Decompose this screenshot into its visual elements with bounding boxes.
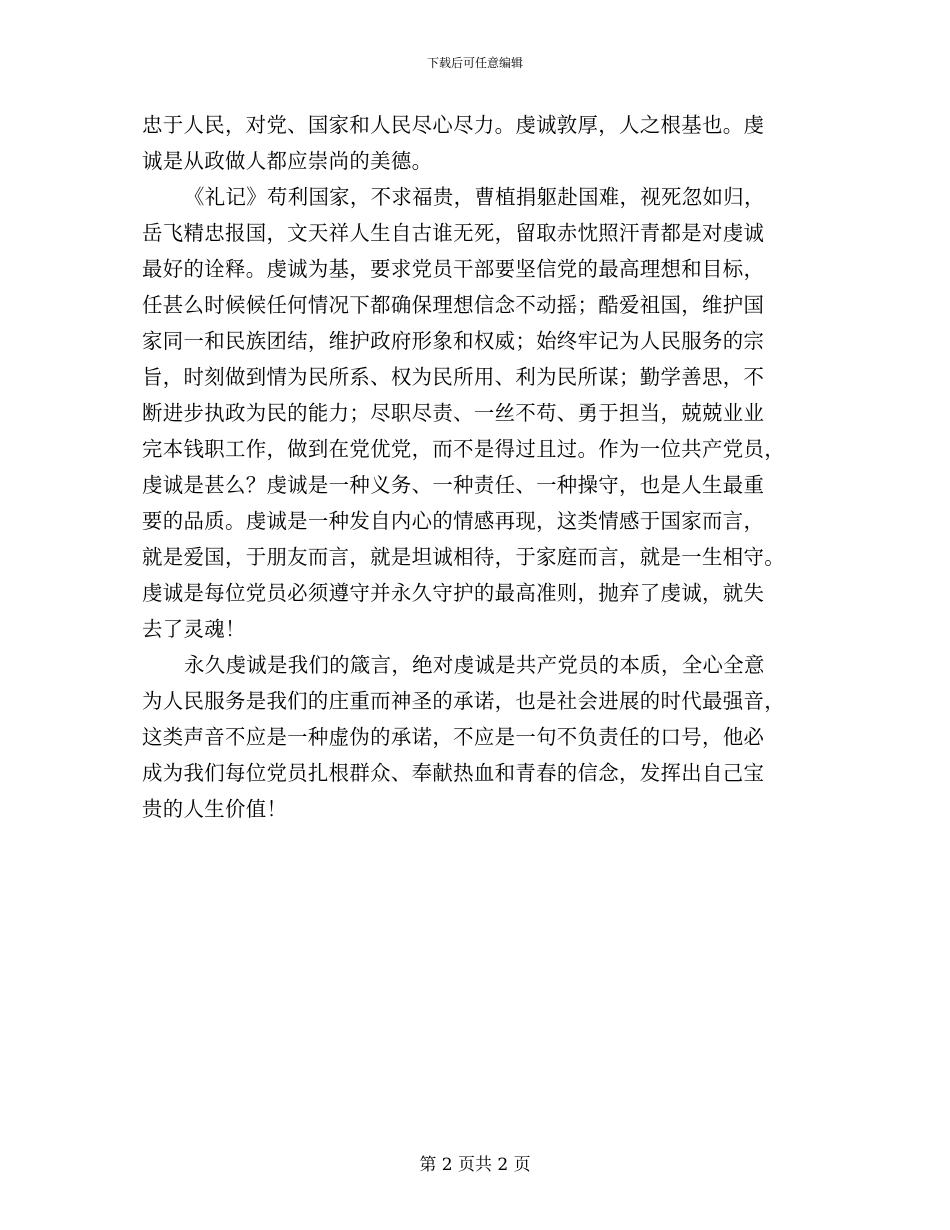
text-line: 《礼记》苟利国家，不求福贵，曹植捐躯赴国难，视死忽如归， (184, 185, 765, 209)
text-line: 忠于人民，对党、国家和人民尽心尽力。虔诚敦厚，人之根基也。虔 (142, 113, 765, 137)
text-line: 就是爱国，于朋友而言，就是坦诚相待，于家庭而言，就是一生相守。 (142, 545, 785, 569)
text-line: 这类声音不应是一种虚伪的承诺，不应是一句不负责任的口号，他必 (142, 725, 765, 749)
paragraph (142, 647, 808, 827)
text-line: 岳飞精忠报国，文天祥人生自古谁无死，留取赤忱照汗青都是对虔诚 (142, 221, 765, 245)
paragraph (142, 107, 808, 179)
text-line: 完本钱职工作，做到在党优党，而不是得过且过。作为一位共产党员， (142, 437, 785, 461)
page-footer: 第 2 页共 2 页 (419, 1155, 531, 1175)
paragraph (142, 179, 808, 647)
text-line: 虔诚是每位党员必须遵守并永久守护的最高准则，抛弃了虔诚，就失 (142, 581, 765, 605)
text-line: 任甚么时候候任何情况下都确保理想信念不动摇；酷爱祖国，维护国 (142, 293, 765, 317)
text-line: 家同一和民族团结，维护政府形象和权威；始终牢记为人民服务的宗 (142, 329, 765, 353)
text-line: 去了灵魂！ (142, 617, 246, 641)
text-line: 旨，时刻做到情为民所系、权为民所用、利为民所谋；勤学善思，不 (142, 365, 765, 389)
text-line: 要的品质。虔诚是一种发自内心的情感再现，这类情感于国家而言， (142, 509, 765, 533)
text-line: 成为我们每位党员扎根群众、奉献热血和青春的信念，发挥出自己宝 (142, 761, 765, 785)
text-line: 永久虔诚是我们的箴言，绝对虔诚是共产党员的本质，全心全意 (184, 653, 765, 677)
text-line: 最好的诠释。虔诚为基，要求党员干部要坚信党的最高理想和目标， (142, 257, 765, 281)
text-line: 虔诚是甚么？虔诚是一种义务、一种责任、一种操守，也是人生最重 (142, 473, 765, 497)
page-header: 下载后可任意编辑 (426, 56, 523, 70)
text-line: 诚是从政做人都应崇尚的美德。 (142, 149, 433, 173)
text-line: 贵的人生价值！ (142, 797, 288, 821)
text-line: 为人民服务是我们的庄重而神圣的承诺，也是社会进展的时代最强音， (142, 689, 785, 713)
document-body (142, 107, 808, 827)
text-line: 断进步执政为民的能力；尽职尽责、一丝不苟、勇于担当，兢兢业业 (142, 401, 765, 425)
